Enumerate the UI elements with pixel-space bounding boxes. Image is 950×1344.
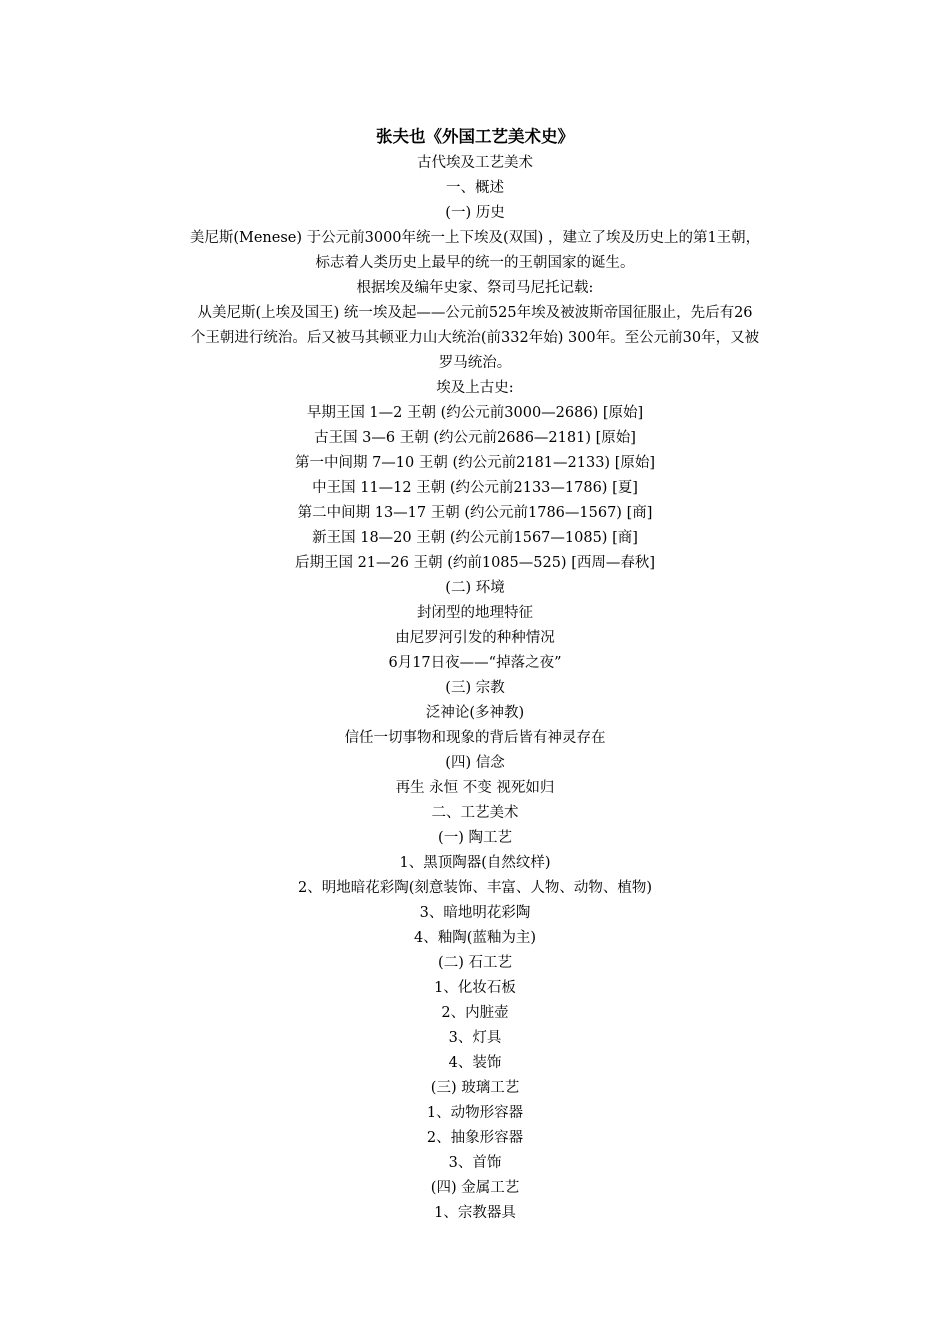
paragraph-dynasties <box>140 301 810 376</box>
outline-line: 1、黑顶陶器(自然纹样) <box>399 855 551 871</box>
outline-line: 1、化妆石板 <box>434 980 516 996</box>
paragraph-line: 标志着人类历史上最早的统一的王朝国家的诞生。 <box>315 255 635 271</box>
document-body <box>140 123 810 1226</box>
outline-line: 3、首饰 <box>448 1155 502 1171</box>
outline-line: (三) 宗教 <box>445 680 505 696</box>
outline-line: 再生 永恒 不变 视死如归 <box>395 780 555 796</box>
outline-line: 3、暗地明花彩陶 <box>419 905 531 921</box>
paragraph-line: 美尼斯(Menese) 于公元前3000年统一上下埃及(双国) ，建立了埃及历史上的第1王朝， <box>189 230 761 246</box>
outline-line: (三) 玻璃工艺 <box>430 1080 520 1096</box>
subsection-heading: (一) 历史 <box>445 205 505 221</box>
outline-line: 封闭型的地理特征 <box>417 605 533 621</box>
outline-line: 1、宗教器具 <box>434 1205 516 1221</box>
outline-line: 4、釉陶(蓝釉为主) <box>413 930 537 946</box>
outline-line: 信任一切事物和现象的背后皆有神灵存在 <box>344 730 606 746</box>
outline-line: 中王国 11—12 王朝 (约公元前2133—1786) [夏] <box>312 480 638 496</box>
outline-list <box>140 376 810 1226</box>
outline-line: (二) 环境 <box>445 580 505 596</box>
outline-line: 1、动物形容器 <box>426 1105 524 1121</box>
outline-line: 第一中间期 7—10 王朝 (约公元前2181—2133) [原始] <box>294 455 656 471</box>
outline-line: 古王国 3—6 王朝 (约公元前2686—2181) [原始] <box>314 430 636 446</box>
paragraph-line: 从美尼斯(上埃及国王) 统一埃及起——公元前525年埃及被波斯帝国征服止，先后有26 <box>197 305 753 321</box>
outline-line: 2、明地暗花彩陶(刻意装饰、丰富、人物、动物、植物) <box>297 880 653 896</box>
outline-line: 第二中间期 13—17 王朝 (约公元前1786—1567) [商] <box>297 505 653 521</box>
outline-line: 泛神论(多神教) <box>425 705 525 721</box>
section-heading: 古代埃及工艺美术 <box>417 155 533 171</box>
outline-line: (四) 金属工艺 <box>430 1180 520 1196</box>
chapter-heading: 一、概述 <box>446 180 504 196</box>
paragraph-line: 罗马统治。 <box>438 355 512 371</box>
outline-line: (四) 信念 <box>445 755 505 771</box>
outline-line: 2、内脏壶 <box>441 1005 509 1021</box>
paragraph-line: 个王朝进行统治。后又被马其顿亚力山大统治(前332年始) 300年。至公元前30年，又被 <box>190 330 760 346</box>
outline-line: 新王国 18—20 王朝 (约公元前1567—1085) [商] <box>312 530 638 546</box>
outline-line: 后期王国 21—26 王朝 (约前1085—525) [西周—春秋] <box>294 555 656 571</box>
outline-line: 6月17日夜——“掉落之夜” <box>388 655 562 671</box>
outline-line: 由尼罗河引发的种种情况 <box>395 630 555 646</box>
outline-line: 二、工艺美术 <box>431 805 519 821</box>
outline-line: (一) 陶工艺 <box>438 830 512 846</box>
outline-line: 4、装饰 <box>448 1055 502 1071</box>
text-line: 根据埃及编年史家、祭司马尼托记载: <box>356 280 594 296</box>
outline-line: 3、灯具 <box>448 1030 502 1046</box>
outline-line: (二) 石工艺 <box>438 955 512 971</box>
paragraph-menes <box>140 226 810 276</box>
document-title: 张夫也《外国工艺美术史》 <box>376 127 574 146</box>
outline-line: 2、抽象形容器 <box>426 1130 524 1146</box>
outline-line: 埃及上古史: <box>436 380 514 396</box>
outline-line: 早期王国 1—2 王朝 (约公元前3000—2686) [原始] <box>306 405 644 421</box>
